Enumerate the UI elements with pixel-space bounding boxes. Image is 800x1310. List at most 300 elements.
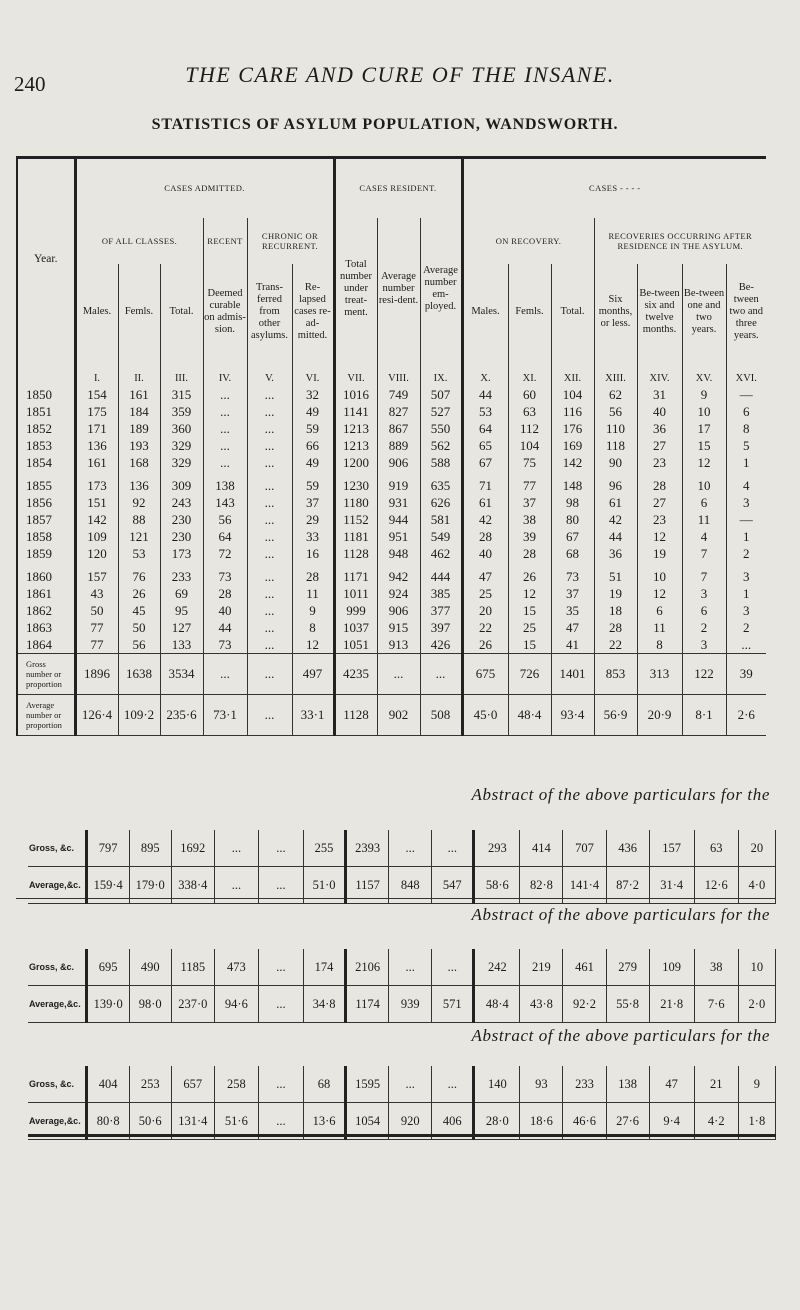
table-cell: 9 — [682, 386, 726, 403]
table-cell: 50 — [118, 619, 160, 636]
table-cell: ... — [247, 636, 292, 654]
table-cell: 64 — [203, 528, 247, 545]
table-cell: 173 — [75, 477, 118, 494]
table-cell: 56 — [203, 511, 247, 528]
abstract-cell: 490 — [129, 949, 171, 986]
column-numeral: XV. — [682, 360, 726, 386]
table-cell: 92 — [118, 494, 160, 511]
gross-cell: 313 — [637, 653, 682, 694]
abstract-title: Abstract of the above particulars for the — [471, 785, 770, 804]
abstract-cell: 139·0 — [86, 986, 129, 1023]
table-cell: 28 — [203, 585, 247, 602]
abstract-cell: 1054 — [346, 1103, 389, 1140]
table-cell: 53 — [118, 545, 160, 562]
table-cell: 104 — [508, 437, 551, 454]
abstract-cell: 404 — [86, 1066, 129, 1103]
table-cell: ... — [203, 403, 247, 420]
abstract-cell: ... — [432, 1066, 474, 1103]
column-numeral: IV. — [203, 360, 247, 386]
table-cell: 136 — [75, 437, 118, 454]
table-cell: ... — [203, 454, 247, 471]
year-cell: 1859 — [17, 545, 75, 562]
abstract-cell: 46·6 — [563, 1103, 606, 1140]
table-cell: 138 — [203, 477, 247, 494]
year-cell: 1857 — [17, 511, 75, 528]
abstract-cell: 2·0 — [738, 986, 775, 1023]
abstract-cell: ... — [258, 1103, 303, 1140]
gross-cell: 726 — [508, 653, 551, 694]
table-cell: 906 — [377, 602, 420, 619]
abstract-cell: 255 — [304, 830, 346, 867]
abstract-cell: 848 — [389, 867, 432, 904]
table-cell: 924 — [377, 585, 420, 602]
column-numeral: II. — [118, 360, 160, 386]
table-cell: 26 — [118, 585, 160, 602]
abstract-cell: ... — [258, 867, 303, 904]
table-cell: 919 — [377, 477, 420, 494]
table-cell: 16 — [292, 545, 334, 562]
abstract-row-label: Gross, &c. — [28, 1066, 86, 1103]
abstract-cell: 406 — [432, 1103, 474, 1140]
abstract-cell: 1157 — [346, 867, 389, 904]
average-cell: 1128 — [334, 694, 377, 735]
abstract-cell: 1595 — [346, 1066, 389, 1103]
table-cell: 19 — [637, 545, 682, 562]
table-cell: 10 — [682, 477, 726, 494]
table-cell: 527 — [420, 403, 462, 420]
table-cell: 1 — [726, 585, 766, 602]
table-cell: 17 — [682, 420, 726, 437]
table-cell: 184 — [118, 403, 160, 420]
table-cell: 151 — [75, 494, 118, 511]
table-cell: 11 — [682, 511, 726, 528]
column-numeral: IX. — [420, 360, 462, 386]
abstract-cell: 87·2 — [606, 867, 649, 904]
table-cell: 28 — [292, 568, 334, 585]
gross-cell: 3534 — [160, 653, 203, 694]
average-label: Average number or proportion — [17, 694, 75, 735]
cases-admitted-header: CASES ADMITTED. — [75, 158, 334, 218]
abstract-row — [28, 867, 776, 904]
table-cell: 12 — [637, 585, 682, 602]
table-cell: 11 — [292, 585, 334, 602]
abstract-cell: 237·0 — [171, 986, 214, 1023]
abstract-cell: 140 — [474, 1066, 520, 1103]
table-cell: 626 — [420, 494, 462, 511]
page-number: 240 — [14, 72, 46, 96]
abstract-cell: 2106 — [346, 949, 389, 986]
table-cell: 47 — [551, 619, 594, 636]
table-cell: 36 — [637, 420, 682, 437]
abstract-cell: ... — [389, 949, 432, 986]
table-cell: 931 — [377, 494, 420, 511]
average-cell: 8·1 — [682, 694, 726, 735]
table-cell: 59 — [292, 477, 334, 494]
abstract-cell: 279 — [606, 949, 649, 986]
abstract-cell: 895 — [129, 830, 171, 867]
average-cell: 508 — [420, 694, 462, 735]
table-cell: 32 — [292, 386, 334, 403]
abstract-cell: 293 — [474, 830, 520, 867]
table-cell: 40 — [637, 403, 682, 420]
table-cell: ... — [247, 437, 292, 454]
abstract-cell: 31·4 — [649, 867, 694, 904]
abstract-cell: ... — [214, 867, 258, 904]
table-cell: 116 — [551, 403, 594, 420]
table-cell: 37 — [292, 494, 334, 511]
abstract-cell: 27·6 — [606, 1103, 649, 1140]
table-cell: 15 — [508, 602, 551, 619]
table-cell: 28 — [462, 528, 508, 545]
abstract-cell: 473 — [214, 949, 258, 986]
table-cell: ... — [247, 386, 292, 403]
table-cell: 10 — [682, 403, 726, 420]
column-numeral: I. — [75, 360, 118, 386]
gross-cell: 1401 — [551, 653, 594, 694]
table-cell: 42 — [594, 511, 637, 528]
year-cell: 1858 — [17, 528, 75, 545]
average-cell: 20·9 — [637, 694, 682, 735]
table-cell: 377 — [420, 602, 462, 619]
table-row — [17, 454, 766, 471]
average-cell: 73·1 — [203, 694, 247, 735]
abstract-row — [28, 949, 776, 986]
abstract-cell: 51·6 — [214, 1103, 258, 1140]
table-cell: 1181 — [334, 528, 377, 545]
column-numeral: III. — [160, 360, 203, 386]
table-cell: 98 — [551, 494, 594, 511]
table-cell: 175 — [75, 403, 118, 420]
year-cell: 1850 — [17, 386, 75, 403]
col-header-1: Males. — [75, 264, 118, 360]
table-cell: 8 — [726, 420, 766, 437]
table-cell: 27 — [637, 437, 682, 454]
abstract-row-label: Average,&c. — [28, 986, 86, 1023]
table-cell: 6 — [682, 602, 726, 619]
table-cell: 462 — [420, 545, 462, 562]
average-cell: 33·1 — [292, 694, 334, 735]
abstract-cell: 48·4 — [474, 986, 520, 1023]
abstract-cell: 4·2 — [694, 1103, 738, 1140]
table-cell: 28 — [594, 619, 637, 636]
abstract-cell: 43·8 — [520, 986, 563, 1023]
year-cell: 1861 — [17, 585, 75, 602]
column-numeral: XVI. — [726, 360, 766, 386]
average-cell: 56·9 — [594, 694, 637, 735]
table-cell: 33 — [292, 528, 334, 545]
table-cell: 18 — [594, 602, 637, 619]
table-cell: 359 — [160, 403, 203, 420]
abstract-cell: 939 — [389, 986, 432, 1023]
abstract-cell: ... — [389, 1066, 432, 1103]
table-cell: 12 — [682, 454, 726, 471]
table-cell: 385 — [420, 585, 462, 602]
table-cell: 40 — [203, 602, 247, 619]
table-cell: 73 — [203, 568, 247, 585]
table-cell: 11 — [637, 619, 682, 636]
table-cell: 15 — [508, 636, 551, 654]
abstract-cell: ... — [258, 949, 303, 986]
table-cell: 25 — [462, 585, 508, 602]
col-header-13: Six months, or less. — [594, 264, 637, 360]
table-cell: 44 — [594, 528, 637, 545]
table-cell: 66 — [292, 437, 334, 454]
average-row — [17, 694, 766, 735]
abstract-cell: 18·6 — [520, 1103, 563, 1140]
abstract-cell: ... — [432, 830, 474, 867]
table-cell: 71 — [462, 477, 508, 494]
table-cell: — — [726, 511, 766, 528]
col-header-15: Be-tween one and two years. — [682, 264, 726, 360]
year-cell: 1856 — [17, 494, 75, 511]
table-cell: 77 — [75, 619, 118, 636]
abstract-cell: 93 — [520, 1066, 563, 1103]
table-cell: 38 — [508, 511, 551, 528]
abstract-row — [28, 1066, 776, 1103]
table-cell: 22 — [462, 619, 508, 636]
table-cell: 62 — [594, 386, 637, 403]
table-cell: 44 — [462, 386, 508, 403]
abstract-table — [28, 830, 776, 904]
table-cell: 6 — [637, 602, 682, 619]
column-numeral: XIII. — [594, 360, 637, 386]
table-cell: 1200 — [334, 454, 377, 471]
abstract-row-label: Average,&c. — [28, 867, 86, 904]
gross-cell: 497 — [292, 653, 334, 694]
year-cell: 1854 — [17, 454, 75, 471]
bottom-rule — [28, 1134, 776, 1137]
table-cell: 73 — [551, 568, 594, 585]
table-cell: 37 — [508, 494, 551, 511]
table-cell: 243 — [160, 494, 203, 511]
table-row — [17, 528, 766, 545]
abstract-cell: 94·6 — [214, 986, 258, 1023]
average-cell: ... — [247, 694, 292, 735]
table-cell: 189 — [118, 420, 160, 437]
abstract-title: Abstract of the above particulars for the — [471, 1026, 770, 1045]
table-row — [17, 420, 766, 437]
table-cell: 95 — [160, 602, 203, 619]
table-cell: 112 — [508, 420, 551, 437]
gross-cell: 122 — [682, 653, 726, 694]
average-cell: 45·0 — [462, 694, 508, 735]
table-cell: 8 — [292, 619, 334, 636]
table-cell: 64 — [462, 420, 508, 437]
table-cell: 39 — [508, 528, 551, 545]
table-cell: 1128 — [334, 545, 377, 562]
gross-cell: 853 — [594, 653, 637, 694]
table-cell: 1213 — [334, 437, 377, 454]
table-cell: 77 — [75, 636, 118, 654]
year-cell: 1852 — [17, 420, 75, 437]
table-cell: 1213 — [334, 420, 377, 437]
table-cell: 7 — [682, 568, 726, 585]
table-cell: 148 — [551, 477, 594, 494]
table-row — [17, 568, 766, 585]
table-cell: 154 — [75, 386, 118, 403]
column-numeral: X. — [462, 360, 508, 386]
table-cell: — — [726, 386, 766, 403]
table-cell: 913 — [377, 636, 420, 654]
table-cell: 23 — [637, 511, 682, 528]
table-row — [17, 545, 766, 562]
table-cell: 49 — [292, 403, 334, 420]
col-header-10: Males. — [462, 264, 508, 360]
table-cell: 951 — [377, 528, 420, 545]
table-cell: 549 — [420, 528, 462, 545]
table-row — [17, 602, 766, 619]
table-cell: ... — [247, 494, 292, 511]
year-cell: 1853 — [17, 437, 75, 454]
table-cell: 1 — [726, 528, 766, 545]
col-header-5: Trans-ferred from other asylums. — [247, 264, 292, 360]
table-cell: 12 — [637, 528, 682, 545]
table-cell: 61 — [462, 494, 508, 511]
abstract-cell: 68 — [304, 1066, 346, 1103]
col-header-7: Total number under treat-ment. — [334, 218, 377, 360]
recoveries-after-header: RECOVERIES OCCURRING AFTER RESIDENCE IN THE ASYLUM. — [594, 218, 766, 264]
table-cell: 9 — [292, 602, 334, 619]
abstract-cell: 50·6 — [129, 1103, 171, 1140]
table-cell: 176 — [551, 420, 594, 437]
year-cell: 1855 — [17, 477, 75, 494]
table-cell: 76 — [118, 568, 160, 585]
table-cell: 999 — [334, 602, 377, 619]
abstract-cell: 157 — [649, 830, 694, 867]
table-cell: 3 — [682, 585, 726, 602]
abstract-cell: 547 — [432, 867, 474, 904]
year-header: Year. — [17, 158, 75, 360]
col-header-2: Femls. — [118, 264, 160, 360]
abstract-cell: ... — [432, 949, 474, 986]
table-cell: 550 — [420, 420, 462, 437]
table-cell: 944 — [377, 511, 420, 528]
abstract-cell: 10 — [738, 949, 775, 986]
table-cell: 7 — [682, 545, 726, 562]
abstract-cell: 63 — [694, 830, 738, 867]
table-cell: 69 — [160, 585, 203, 602]
table-cell: ... — [247, 619, 292, 636]
abstract-cell: 233 — [563, 1066, 606, 1103]
table-cell: 22 — [594, 636, 637, 654]
table-cell: ... — [247, 454, 292, 471]
table-cell: 1037 — [334, 619, 377, 636]
gross-cell: 1896 — [75, 653, 118, 694]
table-cell: 6 — [726, 403, 766, 420]
table-cell: ... — [203, 386, 247, 403]
table-cell: 96 — [594, 477, 637, 494]
on-recovery-header: ON RECOVERY. — [462, 218, 594, 264]
table-cell: 588 — [420, 454, 462, 471]
gross-cell: 4235 — [334, 653, 377, 694]
average-cell: 235·6 — [160, 694, 203, 735]
table-cell: 397 — [420, 619, 462, 636]
table-cell: 127 — [160, 619, 203, 636]
table-cell: 233 — [160, 568, 203, 585]
table-cell: 329 — [160, 437, 203, 454]
table-cell: 19 — [594, 585, 637, 602]
gross-row — [17, 653, 766, 694]
abstract-cell: 571 — [432, 986, 474, 1023]
table-cell: 915 — [377, 619, 420, 636]
table-cell: 315 — [160, 386, 203, 403]
abstract-cell: 109 — [649, 949, 694, 986]
table-row — [17, 437, 766, 454]
gross-cell: ... — [377, 653, 420, 694]
average-cell: 902 — [377, 694, 420, 735]
gross-cell: 1638 — [118, 653, 160, 694]
table-cell: 15 — [682, 437, 726, 454]
table-cell: 42 — [462, 511, 508, 528]
abstract-cell: 657 — [171, 1066, 214, 1103]
abstract-cell: 28·0 — [474, 1103, 520, 1140]
year-cell: 1864 — [17, 636, 75, 654]
col-header-11: Femls. — [508, 264, 551, 360]
table-cell: 906 — [377, 454, 420, 471]
table-cell: 1141 — [334, 403, 377, 420]
recent-header: RECENT — [203, 218, 247, 264]
abstract-cell: ... — [258, 986, 303, 1023]
abstract-cell: 2393 — [346, 830, 389, 867]
statistics-table — [16, 156, 766, 736]
abstract-row-label: Average,&c. — [28, 1103, 86, 1140]
table-cell: ... — [247, 403, 292, 420]
table-cell: 27 — [637, 494, 682, 511]
table-cell: 1180 — [334, 494, 377, 511]
cases-header: CASES - - - - — [462, 158, 766, 218]
abstract-cell: 436 — [606, 830, 649, 867]
abstract-row-label: Gross, &c. — [28, 949, 86, 986]
table-cell: 12 — [508, 585, 551, 602]
abstract-row-label: Gross, &c. — [28, 830, 86, 867]
abstract-title: Abstract of the above particulars for the — [471, 905, 770, 924]
table-cell: 6 — [682, 494, 726, 511]
table-cell: 1230 — [334, 477, 377, 494]
abstract-cell: 920 — [389, 1103, 432, 1140]
table-cell: 3 — [726, 568, 766, 585]
table-cell: 168 — [118, 454, 160, 471]
column-numeral: XIV. — [637, 360, 682, 386]
table-cell: 63 — [508, 403, 551, 420]
col-header-6: Re-lapsed cases re-ad-mitted. — [292, 264, 334, 360]
table-cell: 948 — [377, 545, 420, 562]
table-cell: 67 — [551, 528, 594, 545]
table-cell: ... — [247, 477, 292, 494]
table-cell: 90 — [594, 454, 637, 471]
table-cell: 25 — [508, 619, 551, 636]
table-cell: 121 — [118, 528, 160, 545]
table-cell: 65 — [462, 437, 508, 454]
table-cell: 1016 — [334, 386, 377, 403]
table-cell: 635 — [420, 477, 462, 494]
table-cell: 749 — [377, 386, 420, 403]
table-cell: 28 — [637, 477, 682, 494]
col-header-12: Total. — [551, 264, 594, 360]
table-cell: 3 — [682, 636, 726, 654]
abstract-cell: 131·4 — [171, 1103, 214, 1140]
year-cell-empty — [17, 360, 75, 386]
table-row — [17, 477, 766, 494]
abstract-cell: 695 — [86, 949, 129, 986]
abstract-cell: 13·6 — [304, 1103, 346, 1140]
table-cell: ... — [247, 568, 292, 585]
abstract-cell: 174 — [304, 949, 346, 986]
table-cell: 1 — [726, 454, 766, 471]
table-cell: 41 — [551, 636, 594, 654]
abstract-cell: 82·8 — [520, 867, 563, 904]
gross-cell: 675 — [462, 653, 508, 694]
average-cell: 48·4 — [508, 694, 551, 735]
